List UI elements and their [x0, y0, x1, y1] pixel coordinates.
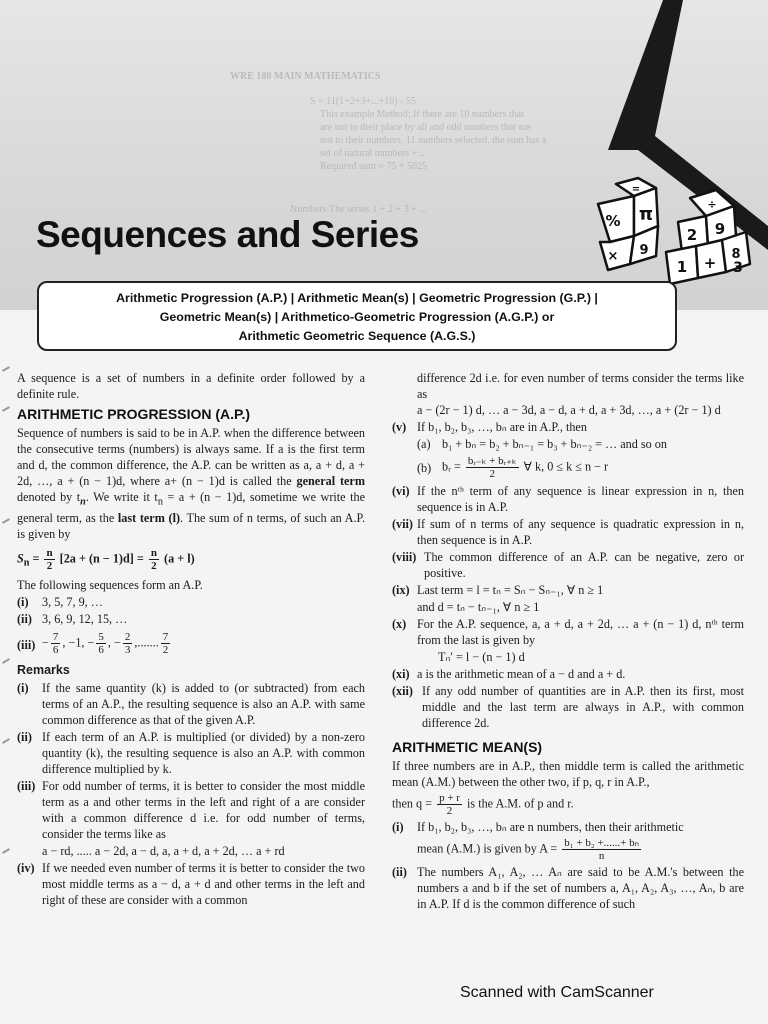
denominator: 2: [446, 805, 453, 817]
item-text: The common difference of an A.P. can be negative, zero or positive.: [424, 550, 744, 580]
property-formula: and d = tₙ − tₙ₋₁, ∀ n ≥ 1: [417, 600, 540, 614]
item-label: (iv): [17, 861, 35, 876]
formula-part: bᵣ =: [442, 459, 461, 474]
item-text: 3, 5, 7, 9, …: [42, 595, 103, 610]
item-text: If the same quantity (k) is added to (or subtracted) from each terms of an A.P., the resulting sequence is also an A.P. with same common difference as that of the given A.P.: [42, 681, 365, 728]
property-item: [392, 516, 744, 548]
property-subitem: [392, 436, 744, 452]
formula-part: ∀ k, 0 ≤ k ≤ n − r: [523, 459, 609, 474]
intro-paragraph: A sequence is a set of numbers in a definite order followed by a definite rule.: [17, 371, 365, 401]
fraction: [51, 631, 61, 656]
item-label: (ix): [392, 583, 410, 597]
dice-symbol: =: [631, 184, 641, 195]
ghost-line: not to their numbers. 11 numbers selected. the sum has a: [320, 135, 547, 146]
seq-part: −: [42, 635, 49, 650]
remark-item: [17, 860, 365, 908]
dice-symbol: ÷: [707, 198, 717, 211]
item-text: If each term of an A.P. is multiplied (or divided) by a non-zero quantity (k), the resulting sequence is also an A.P. with common difference multiplied by k.: [42, 730, 365, 777]
am-paragraph: If three numbers are in A.P., then middle term is called the arithmetic mean (A.M.) between the other two, if p, q, r in A.P.,: [392, 759, 744, 789]
item-label: (a): [417, 437, 431, 451]
item-text: Last term = l = tₙ = Sₙ − Sₙ₋₁, ∀ n ≥ 1: [417, 583, 604, 597]
item-text: For the A.P. sequence, a, a + d, a + 2d, … a + (n − 1) d, nᵗʰ term from the last is given by: [417, 617, 744, 647]
ap-text: Sequence of numbers is said to be in A.P. when the difference between the consecutive terms (numbers) is always same. If a is the first term and d, the common difference, the A.P. can be written as a, a + d, a + 2d, …, a + (n − 1)d, where a+ (n − 1)d is called the: [17, 426, 365, 488]
property-subitem: [392, 455, 744, 480]
ap-heading: ARITHMETIC PROGRESSION (A.P.): [17, 406, 251, 422]
ap-last-term: last term (l): [117, 511, 181, 526]
property-item: [392, 616, 744, 648]
dice-symbol: 1: [676, 258, 688, 276]
fraction: [161, 631, 171, 656]
item-label: (b): [417, 461, 432, 475]
property-formula: Tₙ′ = l − (n − 1) d: [438, 650, 525, 664]
item-label: (i): [17, 681, 29, 696]
ap-text: = a + (n − 1)d, sometime we write the general term, as the: [17, 490, 365, 526]
numerator: bᵣ₋ₖ + bᵣ₊ₖ: [467, 455, 517, 467]
ghost-line: S = 11(1+2+3+...+10) - 55: [310, 96, 416, 107]
dice-symbol: ×: [607, 249, 619, 264]
ap-paragraph: Sequence of numbers is said to be in A.P. when the difference between the consecutive terms (numbers) is always same. If a is the first term and d, the common difference, the A.P. can be written as a, a + d, a + 2d, …, a + (n − 1)d, where a+ (n − 1)d is called the general term denoted by $t_n$. We write it $t_n = a + (n - 1)d$, sometime we write the general term, as the last term (l). The sum of n terms, of such an A.P. is given by: [17, 426, 365, 542]
dice-symbol: +: [703, 254, 717, 272]
ap-general-term: general term: [296, 474, 365, 488]
dice-symbol: π: [638, 204, 654, 225]
fraction: [96, 631, 106, 656]
fraction: $\frac{n}{2}$: [46, 547, 53, 573]
sequence-example: [17, 611, 365, 627]
item-label: (vi): [392, 484, 410, 498]
ghost-line: set of natural numbers + ...: [320, 148, 428, 159]
item-text: If sum of n terms of any sequence is quadratic expression in n, then sequence is in A.P.: [417, 517, 744, 547]
ghost-line: WRE 180 MAIN MATHEMATICS: [230, 71, 381, 82]
sum-formula-text: [2a + (n − 1)d] =: [59, 551, 144, 566]
property-item: [392, 549, 744, 581]
denominator: 2: [489, 468, 495, 480]
item-text: 3, 6, 9, 12, 15, …: [42, 612, 128, 627]
sequence-example: [17, 594, 365, 610]
chapter-topics-box: [37, 281, 677, 351]
remarks-heading: Remarks: [17, 663, 70, 678]
ghost-line: This example Method: If there are 10 numbers that: [320, 109, 524, 120]
ghost-line: Required sum = 75 + 5025: [320, 161, 428, 172]
item-text: If b₁, b₂, b₃, …, bₙ are n numbers, then their arithmetic: [417, 820, 684, 834]
formula-part: then q =: [392, 796, 433, 811]
numerator: b₁ + b₂ +......+ bₙ: [564, 837, 639, 849]
ap-text: . We write it t: [85, 490, 158, 504]
property-item: [392, 483, 744, 515]
numerator: p + r: [439, 792, 460, 804]
item-text: If any odd number of quantities are in A.P. then its first, most middle and the last term are always in A.P., with common difference 2d.: [422, 684, 744, 730]
item-label: (iii): [17, 779, 36, 794]
item-text: The numbers A₁, A₂, … Aₙ are said to be A.M.'s between the numbers a and b if the set of numbers a, A₁, A₂, A₃, …, Aₙ, b are in A.P. If d is the common difference of such: [417, 865, 744, 911]
numerator: 5: [98, 631, 104, 644]
denominator: 6: [52, 644, 59, 657]
item-label: (i): [17, 595, 29, 610]
seq-part: ,.......: [134, 635, 159, 650]
item-label: (xi): [392, 667, 410, 681]
numerator: 2: [124, 631, 131, 644]
chapter-title: Sequences and Series: [36, 214, 419, 255]
seq-part: , −: [107, 635, 121, 650]
continued-text: difference 2d i.e. for even number of terms consider the terms like as: [417, 371, 744, 401]
dice-symbol: %: [605, 212, 621, 230]
numerator: 7: [52, 631, 59, 644]
fraction: [123, 631, 133, 656]
property-item: [392, 582, 744, 598]
seq-part: , −1, −: [62, 635, 95, 650]
right-column: [392, 370, 744, 913]
remark-item: [17, 729, 365, 777]
property-item: [392, 819, 744, 835]
fraction: [562, 837, 641, 862]
dice-symbol: 8: [731, 247, 741, 262]
scan-edge-mark: [2, 366, 10, 372]
denominator: 3: [124, 644, 131, 657]
am-heading: ARITHMETIC MEAN(S): [392, 739, 543, 755]
item-label: (v): [392, 420, 407, 434]
ap-text: denoted by t: [17, 490, 81, 504]
formula-part: mean (A.M.) is given by A =: [417, 841, 558, 856]
dice-symbol: 9: [714, 220, 726, 238]
fraction: [466, 455, 519, 480]
ghost-line: are not to their place by all and odd numbers that are: [320, 122, 531, 133]
property-item: [392, 864, 744, 912]
item-text: b₁ + bₙ = b₂ + bₙ₋₁ = b₃ + bₙ₋₂ = … and so on: [442, 437, 667, 451]
bleed-through-text: [200, 70, 580, 216]
topics-line: Arithmetic Geometric Sequence (A.G.S.): [238, 329, 476, 343]
item-label: (x): [392, 617, 407, 631]
camscanner-watermark: Scanned with CamScanner: [460, 984, 654, 1001]
topics-line: Arithmetic Progression (A.P.) | Arithmetic Mean(s) | Geometric Progression (G.P.) |: [116, 291, 598, 305]
following-text: The following sequences form an A.P.: [17, 578, 203, 593]
math-dice-icon: [586, 176, 768, 288]
item-text: If b₁, b₂, b₃, …, bₙ are in A.P., then: [417, 420, 587, 434]
remark-item: [17, 778, 365, 842]
am-formula: [392, 792, 744, 817]
dice-symbol: 2: [686, 226, 698, 244]
numerator: 7: [162, 631, 169, 644]
ghost-line: Numbers The series 1 + 2 + 3 + ...: [290, 204, 427, 215]
scan-edge-mark: [2, 848, 10, 854]
fraction: $\frac{n}{2}$: [150, 547, 157, 573]
item-label: (ii): [17, 730, 32, 745]
dice-symbol: 3: [733, 260, 743, 276]
item-text: [42, 631, 365, 656]
sum-formula: $S_n$ = $\frac{n}{2}$ [2a + (n − 1)d] = $\frac{n}{2}$ (a + l): [17, 547, 195, 573]
ap-text: . The sum of n terms, of such an A.P. is given by: [17, 511, 365, 542]
item-label: (vii): [392, 517, 413, 531]
item-label: (xii): [392, 684, 413, 698]
property-item: [392, 419, 744, 435]
remark-item: [17, 680, 365, 728]
scan-edge-mark: [2, 738, 10, 744]
scan-edge-mark: [2, 406, 10, 412]
fraction: [437, 792, 462, 817]
denominator: n: [598, 850, 605, 862]
formula-part: is the A.M. of p and r.: [467, 796, 574, 811]
item-text: If we needed even number of terms it is better to consider the two most middle terms as a − d, a + d and other terms in the left and right of these are consider with a common: [42, 861, 365, 908]
item-text: [442, 455, 744, 480]
property-item: [392, 666, 744, 682]
dice-symbol: 9: [639, 243, 649, 258]
remark-formula: a − rd, ..... a − 2d, a − d, a, a + d, a + 2d, … a + rd: [42, 844, 285, 859]
sum-formula-text: (a + l): [164, 551, 195, 566]
item-text: If the nᵗʰ term of any sequence is linear expression in n, then sequence is in A.P.: [417, 484, 744, 514]
sequence-example: [17, 631, 365, 656]
scan-edge-mark: [2, 518, 10, 524]
item-label: (ii): [392, 865, 407, 879]
item-label: (viii): [392, 550, 417, 564]
item-text: a is the arithmetic mean of a − d and a + d.: [417, 667, 626, 681]
denominator: 2: [162, 644, 169, 657]
scan-edge-mark: [2, 658, 10, 664]
denominator: 6: [98, 644, 104, 657]
item-label: (ii): [17, 612, 32, 627]
item-label: (i): [392, 820, 404, 834]
am-mean-formula: [392, 837, 744, 862]
topics-line: Geometric Mean(s) | Arithmetico-Geometric Progression (A.G.P.) or: [159, 310, 555, 324]
item-label: (iii): [17, 638, 36, 653]
item-text: For odd number of terms, it is better to consider the most middle term as a and other terms in the left and right of a are consider with a common difference d i.e. for odd number of terms, consider the terms like as: [42, 779, 365, 842]
property-item: [392, 683, 744, 731]
continued-formula: a − (2r − 1) d, … a − 3d, a − d, a + d, a + 3d, …, a + (2r − 1) d: [417, 403, 721, 417]
left-column: [17, 370, 365, 909]
